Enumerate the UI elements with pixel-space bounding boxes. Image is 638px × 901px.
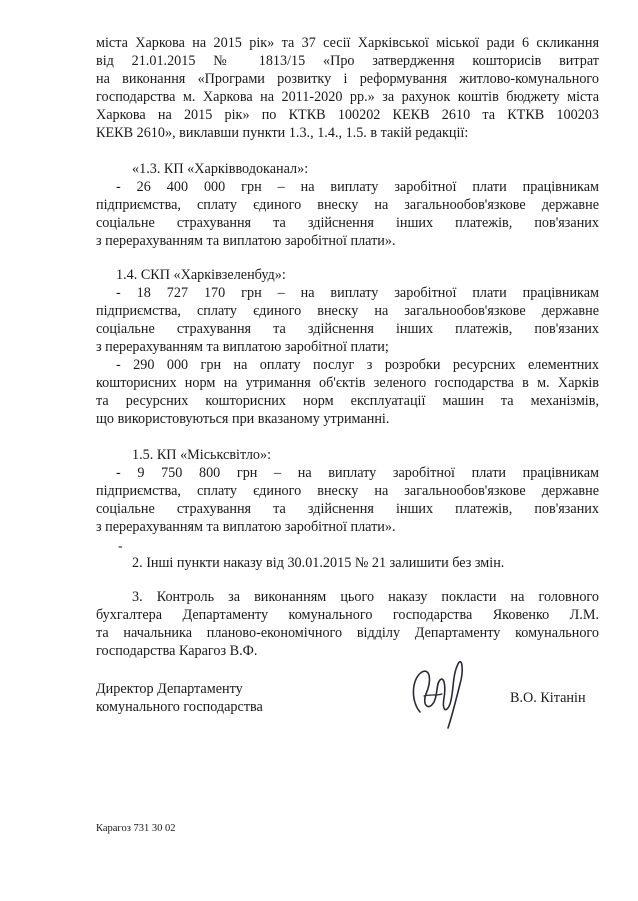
section-1-3-line: - 26 400 000 грн – на виплату заробітної плати працівникам <box>116 179 599 195</box>
section-1-3-line: соціальне страхування та здійснення інших платежів, пов'язаних <box>96 215 599 231</box>
section-1-3-line: з перерахуванням та виплатою заробітної плати». <box>96 233 396 249</box>
section-1-4-line: що використовуються при вказаному утриманні. <box>96 411 390 427</box>
section-1-5-line: соціальне страхування та здійснення інших платежів, пов'язаних <box>96 501 599 517</box>
intro-line-3: на виконання «Програми розвитку і реформування житлово-комунального <box>96 71 599 87</box>
section-1-4-line: підприємства, сплату єдиного внеску на загальнообов'язкове державне <box>96 303 599 319</box>
footer-contact: Карагоз 731 30 02 <box>96 823 176 834</box>
signature-title-line-2: комунального господарства <box>96 699 263 715</box>
intro-line-5: Харкова на 2015 рік» по КТКВ 100202 КЕКВ 2610 та КТКВ 100203 <box>96 107 599 123</box>
intro-line-2: від 21.01.2015 № 1813/15 «Про затвердження кошторисів витрат <box>96 53 599 69</box>
handwritten-signature <box>400 650 470 730</box>
section-1-3-line: підприємства, сплату єдиного внеску на загальнообов'язкове державне <box>96 197 599 213</box>
section-1-3-heading: «1.3. КП «Харківводоканал»: <box>132 161 309 177</box>
section-1-4-line: з перерахуванням та виплатою заробітної плати; <box>96 339 389 355</box>
intro-line-6: КЕКВ 2610», виклавши пункти 1.3., 1.4., 1.5. в такій редакції: <box>96 125 469 141</box>
section-1-4-line: кошторисних норм на утримання об'єктів зеленого господарства в м. Харків <box>96 375 599 391</box>
section-1-4-line: - 18 727 170 грн – на виплату заробітної плати працівникам <box>116 285 599 301</box>
section-1-5-heading: 1.5. КП «Міськсвітло»: <box>132 447 272 463</box>
intro-line-4: господарства м. Харкова на 2011-2020 рр.» за рахунок коштів бюджету міста <box>96 89 599 105</box>
stray-dash-mark: - <box>118 539 123 554</box>
intro-line-1: міста Харкова на 2015 рік» та 37 сесії Харківської міської ради 6 скликання <box>96 35 599 51</box>
section-1-4-line: та ресурсних кошторисних норм експлуатації машин та механізмів, <box>96 393 599 409</box>
section-1-5-line: з перерахуванням та виплатою заробітної плати». <box>96 519 396 535</box>
section-1-5-line: - 9 750 800 грн – на виплату заробітної плати працівникам <box>116 465 599 481</box>
item-3-line: та начальника планово-економічного відділу Департаменту комунального <box>96 625 599 641</box>
section-1-5-line: підприємства, сплату єдиного внеску на загальнообов'язкове державне <box>96 483 599 499</box>
item-3-line: бухгалтера Департаменту комунального господарства Яковенко Л.М. <box>96 607 599 623</box>
signature-title-line-1: Директор Департаменту <box>96 681 243 697</box>
section-1-4-line: соціальне страхування та здійснення інших платежів, пов'язаних <box>96 321 599 337</box>
signatory-name: В.О. Кітанін <box>510 690 586 706</box>
item-2: 2. Інші пункти наказу від 30.01.2015 № 21 залишити без змін. <box>132 555 505 571</box>
section-1-4-heading: 1.4. СКП «Харківзеленбуд»: <box>116 267 286 283</box>
section-1-4-line: - 290 000 грн на оплату послуг з розробки ресурсних елементних <box>116 357 599 373</box>
item-3-line: 3. Контроль за виконанням цього наказу покласти на головного <box>132 589 599 605</box>
item-3-line: господарства Карагоз В.Ф. <box>96 643 258 659</box>
